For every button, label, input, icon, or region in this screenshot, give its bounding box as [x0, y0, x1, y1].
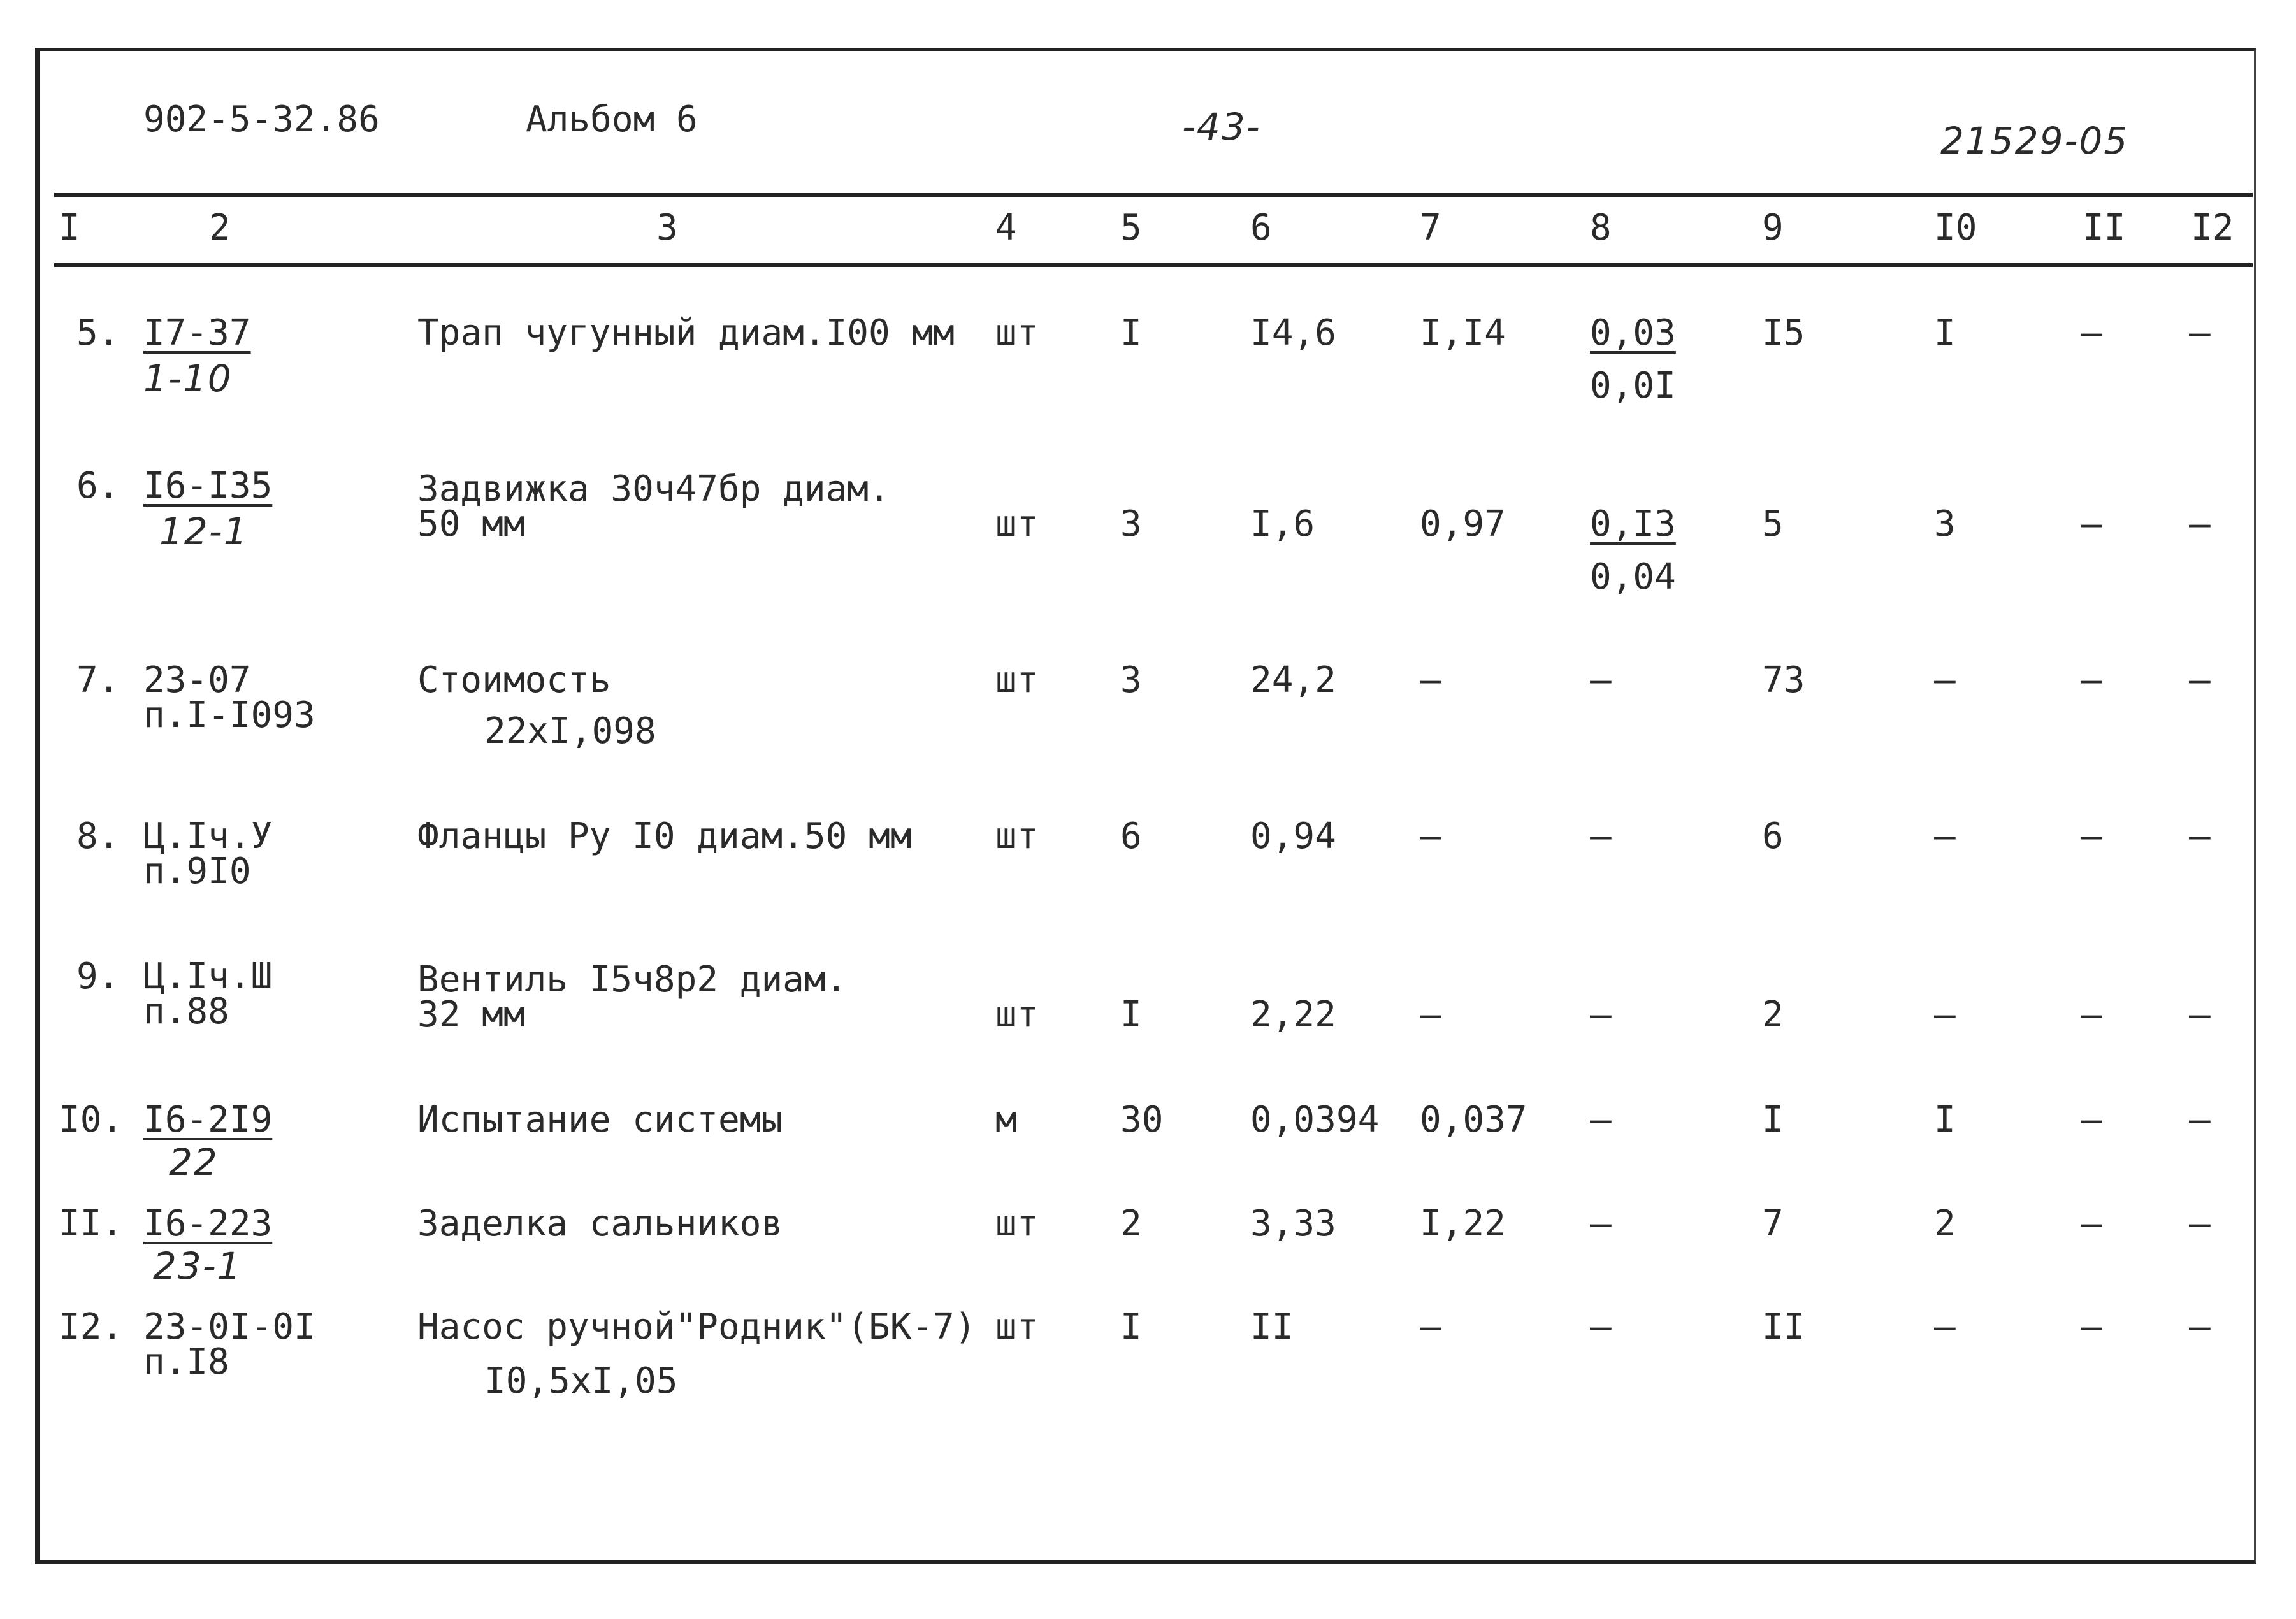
row-number: I2. — [59, 1306, 124, 1348]
row-code: I6-I35 — [143, 465, 273, 507]
row-col12: – — [2189, 659, 2211, 701]
col-header-1: I — [59, 207, 80, 248]
document-code: 902-5-32.86 — [143, 99, 380, 140]
row-quantity: 3 — [1120, 503, 1142, 545]
row-col11: – — [2081, 312, 2102, 354]
row-col10: I — [1934, 312, 1956, 354]
row-col9: 2 — [1762, 994, 1784, 1035]
row-col10: – — [1934, 1306, 1956, 1348]
row-code-sub: п.I8 — [143, 1341, 229, 1383]
row-description: Вентиль I5ч8р2 диам. — [417, 959, 848, 1000]
row-col7: – — [1420, 659, 1441, 701]
row-col10: – — [1934, 816, 1956, 857]
row-col9: 5 — [1762, 503, 1784, 545]
row-unit: шт — [995, 816, 1039, 857]
row-col10: 2 — [1934, 1203, 1956, 1244]
row-number: 7. — [76, 659, 120, 701]
row-col9: 6 — [1762, 816, 1784, 857]
row-col9: 73 — [1762, 659, 1805, 701]
row-col11: – — [2081, 659, 2102, 701]
row-code-sub: 23-1 — [153, 1244, 242, 1288]
row-col12: – — [2189, 1203, 2211, 1244]
row-quantity: 6 — [1120, 816, 1142, 857]
album-label: Альбом 6 — [526, 99, 698, 140]
row-col7: 0,97 — [1420, 503, 1506, 545]
row-col8: – — [1590, 659, 1612, 701]
row-description: Стоимость — [417, 659, 611, 701]
row-col6: 0,0394 — [1250, 1099, 1380, 1140]
row-col11: – — [2081, 1203, 2102, 1244]
row-col6: II — [1250, 1306, 1294, 1348]
row-description: Заделка сальников — [417, 1203, 783, 1244]
row-col12: – — [2189, 994, 2211, 1035]
row-col6: I4,6 — [1250, 312, 1336, 354]
col-header-8: 8 — [1590, 207, 1612, 248]
row-col10: – — [1934, 994, 1956, 1035]
row-quantity: 30 — [1120, 1099, 1164, 1140]
row-number: 6. — [76, 465, 120, 507]
row-col12: – — [2189, 503, 2211, 545]
row-number: II. — [59, 1203, 124, 1244]
row-unit: шт — [995, 994, 1039, 1035]
row-col8: – — [1590, 1306, 1612, 1348]
row-col8: 0,03 — [1590, 312, 1676, 354]
row-code: 23-0I-0I — [143, 1306, 315, 1348]
col-header-3: 3 — [656, 207, 678, 248]
row-col7: I,22 — [1420, 1203, 1506, 1244]
row-code-sub: 1-10 — [143, 357, 233, 400]
row-col8: – — [1590, 994, 1612, 1035]
row-code: I6-2I9 — [143, 1099, 273, 1140]
row-code: I6-223 — [143, 1203, 273, 1244]
row-quantity: I — [1120, 312, 1142, 354]
row-number: 9. — [76, 956, 120, 997]
row-unit: шт — [995, 503, 1039, 545]
row-col9: 7 — [1762, 1203, 1784, 1244]
row-col8: – — [1590, 1099, 1612, 1140]
row-col9: I5 — [1762, 312, 1805, 354]
row-col10: – — [1934, 659, 1956, 701]
row-description: Трап чугунный диам.I00 мм — [417, 312, 955, 354]
row-quantity: 2 — [1120, 1203, 1142, 1244]
row-code-sub: 12-1 — [159, 510, 249, 553]
row-description-line2: 22хI,098 — [484, 710, 656, 752]
row-unit: шт — [995, 1306, 1039, 1348]
row-code-sub: 22 — [169, 1140, 219, 1184]
row-description-line2: 32 мм — [417, 994, 525, 1035]
row-col11: – — [2081, 994, 2102, 1035]
row-description-line2: 50 мм — [417, 503, 525, 545]
row-code: Ц.Iч.У — [143, 816, 273, 857]
col-header-12: I2 — [2191, 207, 2234, 248]
row-quantity: I — [1120, 994, 1142, 1035]
col-header-4: 4 — [995, 207, 1017, 248]
row-col7: I,I4 — [1420, 312, 1506, 354]
row-quantity: 3 — [1120, 659, 1142, 701]
row-col7: – — [1420, 816, 1441, 857]
row-number: 5. — [76, 312, 120, 354]
row-description: Задвижка 30ч47бр диам. — [417, 468, 890, 510]
col-header-10: I0 — [1934, 207, 1977, 248]
row-col6: I,6 — [1250, 503, 1315, 545]
row-col9: I — [1762, 1099, 1784, 1140]
row-number: I0. — [59, 1099, 124, 1140]
row-description: Насос ручной"Родник"(БК-7) — [417, 1306, 976, 1348]
row-col10: I — [1934, 1099, 1956, 1140]
inventory-number: 21529-05 — [1940, 119, 2129, 162]
row-col11: – — [2081, 1306, 2102, 1348]
row-col8-sub: 0,0I — [1590, 365, 1676, 407]
row-col12: – — [2189, 1099, 2211, 1140]
row-col6: 2,22 — [1250, 994, 1336, 1035]
row-col11: – — [2081, 1099, 2102, 1140]
col-header-11: II — [2083, 207, 2126, 248]
col-header-2: 2 — [209, 207, 231, 248]
row-col6: 3,33 — [1250, 1203, 1336, 1244]
row-quantity: I — [1120, 1306, 1142, 1348]
header-rule-top — [54, 193, 2253, 197]
row-col8: – — [1590, 816, 1612, 857]
col-header-5: 5 — [1120, 207, 1142, 248]
col-header-7: 7 — [1420, 207, 1441, 248]
row-code: 23-07 — [143, 659, 251, 701]
col-header-6: 6 — [1250, 207, 1272, 248]
row-col6: 24,2 — [1250, 659, 1336, 701]
page-number: -43- — [1182, 105, 1261, 148]
row-description-line2: I0,5хI,05 — [484, 1360, 678, 1402]
row-col7: – — [1420, 994, 1441, 1035]
col-header-9: 9 — [1762, 207, 1784, 248]
row-col6: 0,94 — [1250, 816, 1336, 857]
row-col12: – — [2189, 816, 2211, 857]
row-col7: 0,037 — [1420, 1099, 1527, 1140]
row-col8-sub: 0,04 — [1590, 556, 1676, 598]
row-unit: м — [995, 1099, 1017, 1140]
row-code-sub: п.88 — [143, 991, 229, 1032]
row-code: Ц.Iч.Ш — [143, 956, 273, 997]
row-col11: – — [2081, 816, 2102, 857]
row-code-sub: п.I-I093 — [143, 694, 315, 736]
row-unit: шт — [995, 659, 1039, 701]
row-col12: – — [2189, 1306, 2211, 1348]
row-code-sub: п.9I0 — [143, 851, 251, 892]
row-unit: шт — [995, 312, 1039, 354]
document-sheet — [35, 48, 2256, 1564]
row-col7: – — [1420, 1306, 1441, 1348]
row-col11: – — [2081, 503, 2102, 545]
row-description: Фланцы Ру I0 диам.50 мм — [417, 816, 912, 857]
row-number: 8. — [76, 816, 120, 857]
row-col8: – — [1590, 1203, 1612, 1244]
row-col8: 0,I3 — [1590, 503, 1676, 545]
row-col9: II — [1762, 1306, 1805, 1348]
row-description: Испытание системы — [417, 1099, 783, 1140]
row-col10: 3 — [1934, 503, 1956, 545]
header-rule-bottom — [54, 263, 2253, 267]
row-col12: – — [2189, 312, 2211, 354]
row-code: I7-37 — [143, 312, 251, 354]
row-unit: шт — [995, 1203, 1039, 1244]
